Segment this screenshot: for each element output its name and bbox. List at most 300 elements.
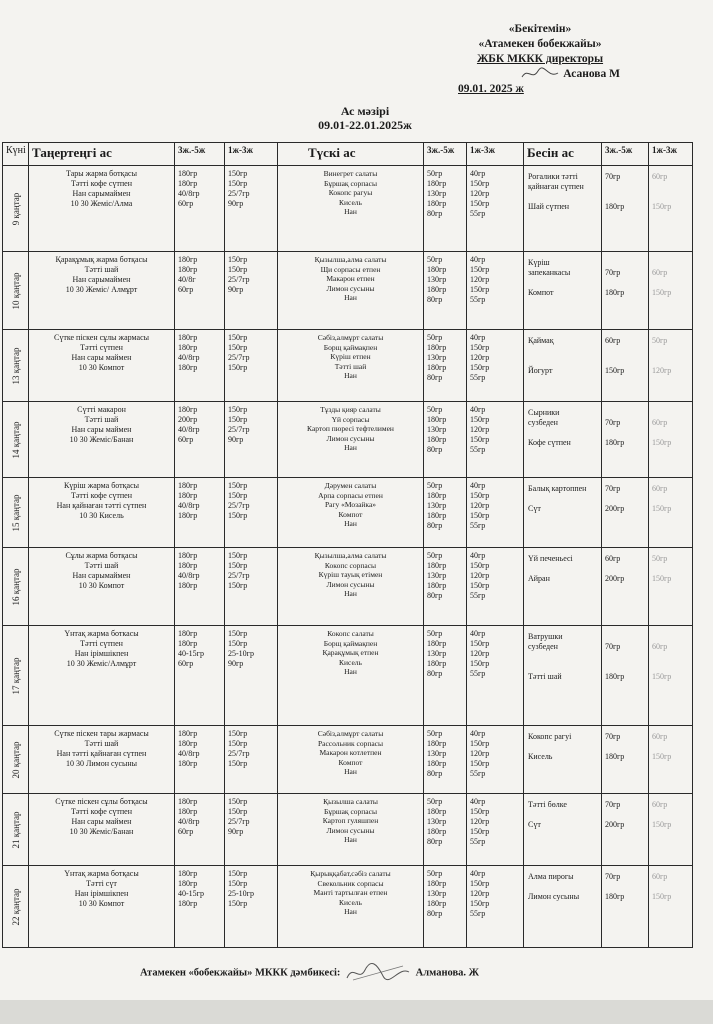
lunch-item: Дәрумен салаты [324, 481, 377, 490]
breakfast-item: Сүтке піскен тары жармасы [54, 729, 149, 738]
dinner-amount-3-5 [602, 252, 649, 330]
header-dinner-age-3-5: 3ж.-5ж [602, 143, 649, 166]
breakfast-item: Нан ірімшікпен [74, 649, 129, 658]
dinner-cell [524, 548, 602, 626]
breakfast-item: Үнтақ жарма боткасы [64, 629, 139, 638]
lunch-amount-1-3: 40гр 150гр 120гр 150гр 55гр [467, 866, 524, 948]
d_b-item [652, 652, 689, 662]
breakfast-amount-3-5: 180гр 180гр 40/8гр 180гр [175, 726, 225, 794]
dinner-cell [524, 402, 602, 478]
dinner-item: қайнаған сүтпен [528, 182, 584, 191]
dinner-amount-1-3 [649, 478, 693, 548]
lunch-item: Борщ қаймақпен [323, 342, 378, 352]
approval-position: ЖБК МККК директоры [476, 53, 604, 65]
table-row [3, 402, 693, 478]
menu-title-dates: 09.01-22.01.2025ж [318, 118, 412, 132]
d_b-item [652, 810, 689, 820]
lunch-item: Картоп пюресі тефтелимен [307, 424, 394, 433]
table-row [3, 794, 693, 866]
dinner-item: Сүт [528, 820, 541, 829]
d_b-item [652, 632, 689, 642]
d_b-item: 50гр [652, 554, 668, 563]
table-row [3, 626, 693, 726]
d_a-item: 60гр [605, 554, 621, 563]
menu-table-body [3, 166, 693, 948]
breakfast-amount-1-3: 150гр 150гр 25-10гр 90гр [225, 626, 278, 726]
director-signature-icon [520, 67, 560, 81]
dinner-cell [524, 330, 602, 402]
lunch-item: Сәбіз,алмұрт салаты [317, 333, 384, 342]
dinner-cell [524, 478, 602, 548]
lunch-cell [278, 478, 424, 548]
d_a-item [605, 408, 645, 418]
dinner-item [528, 356, 597, 366]
breakfast-item: 10 30 Кисель [79, 511, 124, 520]
breakfast-amount-1-3: 150гр 150гр 25/7гр 150гр [225, 478, 278, 548]
dinner-item [528, 278, 597, 288]
lunch-item: Нан [344, 589, 357, 598]
day-cell [3, 402, 29, 478]
dinner-item [528, 662, 597, 672]
day-label: 15 қаңтар [10, 494, 21, 531]
table-row [3, 252, 693, 330]
breakfast-amount-1-3: 150гр 150гр 25/7гр 150гр [225, 726, 278, 794]
lunch-amount-1-3: 40гр 150гр 120гр 150гр 55гр [467, 794, 524, 866]
dinner-item: Сүт [528, 504, 541, 513]
lunch-item: Кисель [339, 657, 362, 667]
breakfast-item: Тәтті сүтпен [80, 343, 123, 352]
dinner-item [528, 652, 597, 662]
d_b-item: 150гр [652, 202, 672, 211]
header-lunch-age-1-3: 1ж-3ж [467, 143, 524, 166]
dinner-item: Йогурт [528, 366, 553, 375]
d_b-item [652, 356, 689, 366]
lunch-item: Нан [344, 519, 357, 528]
lunch-item: Компот [338, 757, 363, 767]
d_a-item [605, 882, 645, 892]
breakfast-item: 10 30 Компот [78, 581, 125, 590]
day-cell [3, 330, 29, 402]
lunch-item: Күріш етпен [330, 352, 371, 361]
breakfast-amount-3-5: 180гр 180гр 40/8гр 180гр [175, 330, 225, 402]
d_a-item: 200гр [605, 574, 625, 583]
dinner-cell [524, 726, 602, 794]
lunch-item: Свекольник сорпасы [317, 878, 384, 888]
dinner-cell [524, 626, 602, 726]
lunch-amount-1-3: 40гр 150гр 120гр 150гр 55гр [467, 548, 524, 626]
lunch-amount-3-5: 50гр 180гр 130гр 180гр 80гр [424, 166, 467, 252]
header-lunch: Түскі ас [278, 143, 424, 166]
breakfast-cell [29, 402, 175, 478]
breakfast-item: 10 30 Лимон сусыны [65, 759, 138, 768]
d_a-item: 180гр [605, 288, 625, 297]
dinner-item [528, 742, 597, 752]
breakfast-amount-1-3: 150гр 150гр 25/7гр 90гр [225, 794, 278, 866]
dinner-item: Күріш [528, 258, 550, 267]
lunch-item: Кисель [339, 197, 362, 207]
d_b-item [652, 278, 689, 288]
dinner-item: Тәтті шай [528, 672, 562, 681]
lunch-amount-3-5: 50гр 180гр 130гр 180гр 80гр [424, 794, 467, 866]
dinner-amount-1-3 [649, 166, 693, 252]
breakfast-item: Сүтке піскен сұлы ботқасы [55, 797, 148, 806]
day-cell [3, 626, 29, 726]
dinner-item: Үй печеньесі [528, 554, 573, 563]
menu-title [250, 104, 480, 132]
dinner-item: Кофе сүтпен [528, 438, 571, 447]
lunch-cell [278, 402, 424, 478]
d_a-item: 180гр [605, 892, 625, 901]
lunch-cell [278, 866, 424, 948]
breakfast-amount-3-5: 180гр 180гр 40/8гр 180гр [175, 478, 225, 548]
breakfast-amount-3-5: 180гр 180гр 40/8гр 60гр [175, 794, 225, 866]
breakfast-item: Тәтті кофе сүтпен [70, 491, 133, 500]
dinner-item: Лимон сусыны [528, 892, 580, 901]
breakfast-item: Тары жарма ботқасы [66, 169, 137, 178]
dinner-amount-1-3 [649, 866, 693, 948]
lunch-item: Тұзды қияр салаты [320, 405, 381, 414]
lunch-amount-3-5: 50гр 180гр 130гр 180гр 80гр [424, 252, 467, 330]
lunch-item: Нан [344, 293, 357, 302]
dinner-item: Алма пирогы [528, 872, 574, 881]
dinner-amount-1-3 [649, 794, 693, 866]
lunch-cell [278, 626, 424, 726]
d_b-item [652, 742, 689, 752]
breakfast-item: 10 30 Жеміс/Банан [69, 827, 134, 836]
breakfast-cell [29, 166, 175, 252]
d_a-item [605, 564, 645, 574]
breakfast-item: Тәтті кофе сүтпен [70, 807, 133, 816]
breakfast-item: Қарақұмық жарма ботқасы [55, 255, 148, 264]
lunch-item: Лимон сусыны [326, 579, 375, 589]
lunch-amount-1-3: 40гр 150гр 120гр 150гр 55гр [467, 478, 524, 548]
d_a-item [605, 346, 645, 356]
breakfast-cell [29, 548, 175, 626]
lunch-item: Нан [344, 907, 357, 916]
d_b-item: 150гр [652, 892, 672, 901]
d_a-item [605, 652, 645, 662]
lunch-amount-3-5: 50гр 180гр 130гр 180гр 80гр [424, 866, 467, 948]
lunch-item: Тәтті шай [334, 361, 367, 371]
breakfast-cell [29, 866, 175, 948]
dinner-item [528, 346, 597, 356]
lunch-amount-1-3: 40гр 150гр 120гр 150гр 55гр [467, 726, 524, 794]
lunch-cell [278, 252, 424, 330]
dinner-amount-1-3 [649, 626, 693, 726]
day-cell [3, 548, 29, 626]
breakfast-item: Нан сарымаймен [72, 571, 131, 580]
dinner-amount-1-3 [649, 330, 693, 402]
lunch-item: Компот [338, 509, 363, 519]
breakfast-amount-3-5: 180гр 180гр 40-15гр 60гр [175, 626, 225, 726]
dinner-cell [524, 166, 602, 252]
day-label: 14 қаңтар [10, 421, 21, 458]
dinner-item: Қаймақ [528, 336, 554, 345]
table-row [3, 478, 693, 548]
d_b-item [652, 192, 689, 202]
dinner-amount-3-5 [602, 402, 649, 478]
d_a-item [605, 662, 645, 672]
d_b-item: 120гр [652, 366, 672, 375]
lunch-item: Қызылша,алма салаты [314, 551, 387, 560]
breakfast-item: 10 30 Компот [78, 363, 125, 372]
d_b-item: 60гр [652, 484, 668, 493]
dinner-item: Кисель [528, 752, 553, 761]
lunch-cell [278, 794, 424, 866]
breakfast-item: Нан сарымаймен [72, 189, 131, 198]
d_b-item: 50гр [652, 336, 668, 345]
d_b-item [652, 258, 689, 268]
breakfast-amount-3-5: 180гр 180гр 40/8г 60гр [175, 252, 225, 330]
lunch-amount-1-3: 40гр 150гр 120гр 150гр 55гр [467, 626, 524, 726]
lunch-item: Кисель [339, 897, 362, 907]
header-lunch-age-3-5: 3ж.-5ж [424, 143, 467, 166]
table-row [3, 866, 693, 948]
dinner-item [528, 494, 597, 504]
dinner-cell [524, 794, 602, 866]
day-label: 9 қаңтар [10, 192, 21, 225]
lunch-item: Кокопс рагуы [328, 188, 373, 197]
dinner-item: Кокопс рагуі [528, 732, 572, 741]
breakfast-item: Тәтті кофе сүтпен [70, 179, 133, 188]
dinner-item: Тәтті бөлке [528, 800, 567, 809]
dinner-amount-1-3 [649, 252, 693, 330]
lunch-item: Қырыққабат,сәбіз салаты [310, 869, 391, 878]
breakfast-amount-3-5: 180гр 180гр 40-15гр 180гр [175, 866, 225, 948]
breakfast-cell [29, 726, 175, 794]
lunch-item: Винегрет салаты [323, 169, 378, 178]
d_a-item: 180гр [605, 438, 625, 447]
dinner-item: запеканкасы [528, 268, 571, 277]
d_a-item: 70гр [605, 172, 621, 181]
menu-title-line1: Ас мәзірі [340, 104, 390, 118]
day-cell [3, 252, 29, 330]
dinner-amount-3-5 [602, 330, 649, 402]
breakfast-item: Сұлы жарма ботқасы [65, 551, 138, 560]
dinner-amount-1-3 [649, 548, 693, 626]
table-row [3, 548, 693, 626]
dinner-item: Компот [528, 288, 554, 297]
d_a-item [605, 356, 645, 366]
lunch-amount-1-3: 40гр 150гр 120гр 150гр 55гр [467, 330, 524, 402]
dinner-item: Сырники [528, 408, 560, 417]
breakfast-cell [29, 626, 175, 726]
d_b-item: 60гр [652, 800, 668, 809]
table-row [3, 726, 693, 794]
lunch-item: Нан [344, 443, 357, 452]
lunch-amount-3-5: 50гр 180гр 130гр 180гр 80гр [424, 626, 467, 726]
header-breakfast-age-3-5: 3ж.-5ж [175, 143, 225, 166]
breakfast-item: Нан қайнаған тәтті сүтпен [56, 501, 147, 510]
d_a-item: 70гр [605, 484, 621, 493]
dinner-cell [524, 252, 602, 330]
d_b-item [652, 494, 689, 504]
lunch-cell [278, 726, 424, 794]
breakfast-item: Нан сары маймен [71, 353, 132, 362]
day-cell [3, 166, 29, 252]
day-cell [3, 726, 29, 794]
d_a-item: 70гр [605, 642, 621, 651]
header-breakfast: Таңертеңгі ас [29, 143, 175, 166]
dinner-item: Рогалики тәтті [528, 172, 578, 181]
dinner-item [528, 192, 597, 202]
dinner-amount-3-5 [602, 794, 649, 866]
lunch-item: Бұршақ сорпасы [324, 806, 377, 816]
breakfast-item: Тәтті сүтпен [80, 639, 123, 648]
approval-block [440, 22, 640, 97]
lunch-amount-3-5: 50гр 180гр 130гр 180гр 80гр [424, 402, 467, 478]
breakfast-item: 10 30 Жеміс/ Алмұрт [65, 285, 138, 294]
lunch-item: Картоп гуляшпен [322, 816, 379, 825]
breakfast-amount-3-5: 180гр 200гр 40/8гр 60гр [175, 402, 225, 478]
lunch-item: Нан [344, 835, 357, 844]
breakfast-cell [29, 478, 175, 548]
header-dinner-age-1-3: 1ж-3ж [649, 143, 693, 166]
breakfast-item: Үнтақ жарма ботқасы [64, 869, 139, 878]
d_a-item: 70гр [605, 418, 621, 427]
d_a-item [605, 428, 645, 438]
breakfast-amount-1-3: 150гр 150гр 25-10гр 150гр [225, 866, 278, 948]
dinner-item: Балық картоппен [528, 484, 587, 493]
footer-signature [140, 962, 479, 984]
dinner-item: Ватрушки [528, 632, 563, 641]
lunch-item: Сәбіз,алмұрт салаты [317, 729, 384, 738]
footer-name: Алманова. Ж [415, 967, 480, 979]
d_b-item [652, 346, 689, 356]
d_b-item: 60гр [652, 732, 668, 741]
d_a-item [605, 494, 645, 504]
breakfast-amount-1-3: 150гр 150гр 25/7гр 90гр [225, 166, 278, 252]
d_b-item [652, 662, 689, 672]
lunch-cell [278, 330, 424, 402]
breakfast-item: Нан ірімшікпен [74, 889, 129, 898]
breakfast-cell [29, 794, 175, 866]
d_b-item: 150гр [652, 504, 672, 513]
lunch-item: Нан [344, 767, 357, 776]
d_a-item [605, 632, 645, 642]
lunch-item: Қызылша,алма салаты [314, 255, 387, 264]
day-label: 20 қаңтар [10, 741, 21, 778]
dinner-item [528, 882, 597, 892]
lunch-amount-3-5: 50гр 180гр 130гр 180гр 80гр [424, 548, 467, 626]
lunch-item: Лимон сусыны [326, 283, 375, 293]
lunch-amount-3-5: 50гр 180гр 130гр 180гр 80гр [424, 330, 467, 402]
header-day: Күні [3, 143, 29, 166]
d_b-item: 150гр [652, 574, 672, 583]
d_b-item: 60гр [652, 642, 668, 651]
day-label: 10 қаңтар [10, 272, 21, 309]
breakfast-item: Нан тәтті қайнаған сүтпен [56, 749, 147, 758]
approval-signature-line [440, 67, 640, 82]
breakfast-amount-3-5: 180гр 180гр 40/8гр 180гр [175, 548, 225, 626]
breakfast-item: Тәтті шай [84, 415, 119, 424]
d_b-item: 150гр [652, 438, 672, 447]
cook-signature-icon [343, 962, 413, 984]
dinner-item [528, 428, 597, 438]
table-row [3, 330, 693, 402]
d_a-item: 70гр [605, 872, 621, 881]
lunch-amount-1-3: 40гр 150гр 120гр 150гр 55гр [467, 166, 524, 252]
dinner-amount-3-5 [602, 548, 649, 626]
breakfast-item: 10 30 Жеміс/Алма [70, 199, 133, 208]
d_a-item [605, 182, 645, 192]
approval-date: 09.01. 2025 ж [458, 83, 524, 95]
d_b-item: 150гр [652, 672, 672, 681]
breakfast-amount-3-5: 180гр 180гр 40/8гр 60гр [175, 166, 225, 252]
breakfast-item: Тәтті шай [84, 561, 119, 570]
d_b-item [652, 564, 689, 574]
lunch-item: Қызылша салаты [323, 797, 378, 806]
breakfast-item: Сүтке піскен сұлы жармасы [53, 333, 149, 342]
lunch-amount-1-3: 40гр 150гр 120гр 150гр 55гр [467, 252, 524, 330]
d_b-item [652, 428, 689, 438]
breakfast-cell [29, 252, 175, 330]
day-label: 13 қаңтар [10, 347, 21, 384]
breakfast-amount-1-3: 150гр 150гр 25/7гр 90гр [225, 252, 278, 330]
breakfast-item: 10 30 Жеміс/Банан [69, 435, 134, 444]
day-cell [3, 478, 29, 548]
d_a-item: 60гр [605, 336, 621, 345]
d_b-item: 60гр [652, 872, 668, 881]
day-cell [3, 866, 29, 948]
day-label: 21 қаңтар [10, 811, 21, 848]
menu-table [2, 142, 693, 948]
lunch-item: Күріш тауық етімен [318, 570, 383, 579]
d_a-item: 150гр [605, 366, 625, 375]
lunch-item: Щи сорпасы етпен [320, 264, 381, 274]
d_b-item [652, 408, 689, 418]
breakfast-item: 10 30 Компот [78, 899, 125, 908]
breakfast-item: Тәтті сүт [86, 879, 117, 888]
d_a-item: 200гр [605, 504, 625, 513]
dinner-amount-3-5 [602, 478, 649, 548]
d_a-item: 180гр [605, 672, 625, 681]
d_b-item: 150гр [652, 752, 672, 761]
d_b-item: 60гр [652, 172, 668, 181]
breakfast-item: Тәтті шай [84, 265, 119, 274]
lunch-item: Лимон сусыны [326, 825, 375, 835]
d_a-item: 70гр [605, 268, 621, 277]
dinner-amount-3-5 [602, 726, 649, 794]
approval-org: «Атамекен бобекжайы» [478, 38, 602, 50]
lunch-item: Лимон сусыны [326, 433, 375, 443]
d_b-item [652, 182, 689, 192]
breakfast-item: Тәтті шай [84, 739, 119, 748]
breakfast-item: Нан сарымаймен [72, 275, 131, 284]
lunch-item: Макарон котлетпен [319, 748, 382, 757]
breakfast-item: Сүтті макарон [77, 405, 126, 414]
dinner-item [528, 810, 597, 820]
dinner-amount-3-5 [602, 166, 649, 252]
day-cell [3, 794, 29, 866]
breakfast-item: Күріш жарма ботқасы [63, 481, 140, 490]
d_a-item [605, 810, 645, 820]
d_b-item [652, 882, 689, 892]
lunch-item: Кокопс салаты [327, 629, 374, 638]
d_b-item: 60гр [652, 418, 668, 427]
dinner-amount-1-3 [649, 726, 693, 794]
day-label: 16 қаңтар [10, 568, 21, 605]
dinner-item: Шай сүтпен [528, 202, 570, 211]
dinner-item: сузбеден [528, 642, 558, 651]
lunch-item: Манті тартылған етпен [313, 888, 388, 897]
day-label: 22 қаңтар [10, 888, 21, 925]
lunch-cell [278, 166, 424, 252]
lunch-item: Нан [344, 207, 357, 216]
photo-bottom-edge [0, 1000, 713, 1024]
lunch-item: Макарон етпен [326, 274, 375, 283]
approval-title: «Бекітемін» [508, 23, 572, 35]
